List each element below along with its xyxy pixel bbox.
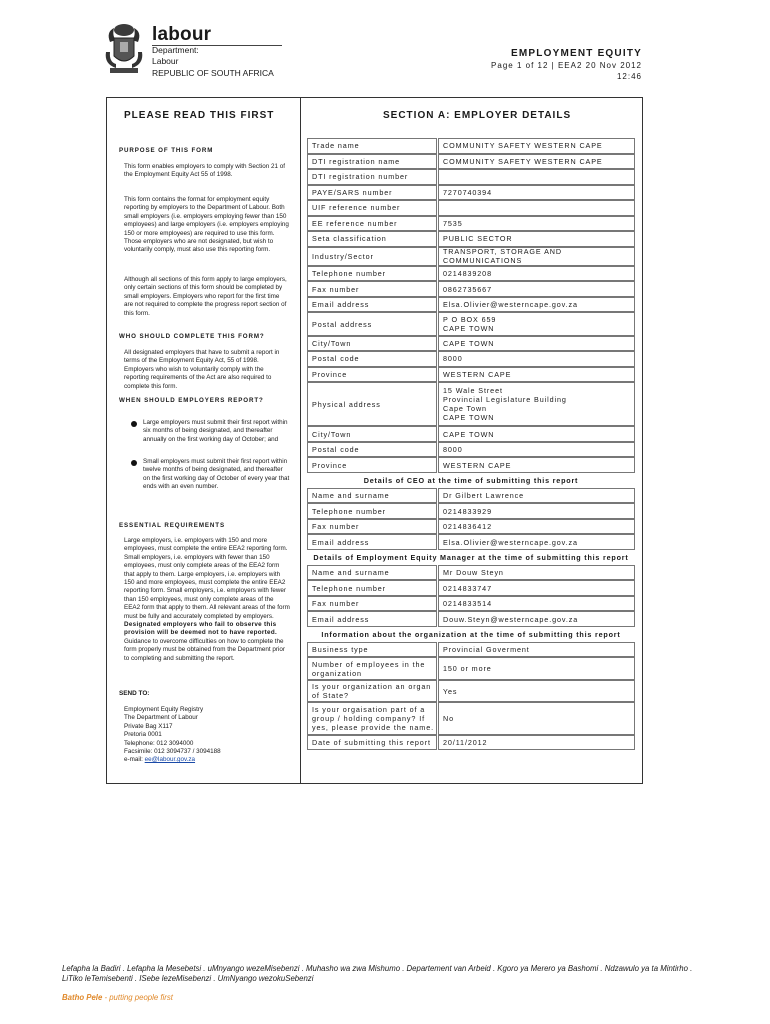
table-row xyxy=(307,281,635,297)
table-row xyxy=(307,247,635,266)
field-label: Postal address xyxy=(307,312,437,335)
field-label: UIF reference number xyxy=(307,200,437,216)
table-row xyxy=(307,657,635,679)
brand-name: labour xyxy=(152,24,212,45)
field-value: Elsa.Olivier@westerncape.gov.za xyxy=(438,297,635,313)
field-value: COMMUNITY SAFETY WESTERN CAPE xyxy=(438,154,635,170)
table-row xyxy=(307,382,635,426)
field-value: 15 Wale Street Provincial Legislature Building Cape Town CAPE TOWN xyxy=(438,382,635,426)
table-row xyxy=(307,457,635,473)
field-label: Name and surname xyxy=(307,488,437,504)
field-value: 0214833747 xyxy=(438,580,635,596)
ceo-section-heading: Details of CEO at the time of submitting this report xyxy=(363,475,579,485)
field-value: Elsa.Olivier@westerncape.gov.za xyxy=(438,534,635,550)
table-row xyxy=(307,442,635,458)
footer-languages: Lefapha la Badiri . Lefapha la Mesebetsi . uMnyango wezeMisebenzi . Muhasho wa zwa Mishumo . Departement van Arbeid . Kgoro ya Merero ya Bashomi . Ndzawulo ya ta Mintirho . LiTiko leTemisebenti . ISebe lezeMisebenzi . UmNyango wezokuSebenzi xyxy=(62,964,693,983)
when-bullet-2: Small employers must submit their first report within twelve months of being designated, and thereafter on the first working day of October of every year that ends with an even number. xyxy=(143,458,290,491)
field-value: WESTERN CAPE xyxy=(438,457,635,473)
table-row xyxy=(307,138,635,154)
who-paragraph: All designated employers that have to submit a report in terms of the Employment Equity Act, 55 of 1998. Employers who wish to voluntarily comply with the reporting requirements of the Act are also required to complete this form. xyxy=(124,349,280,390)
tagline-brand: Batho Pele xyxy=(62,993,103,1002)
field-value: 8000 xyxy=(438,351,635,367)
table-row xyxy=(307,426,635,442)
field-label: Industry/Sector xyxy=(307,247,437,266)
essential-paragraph xyxy=(124,537,290,663)
field-value: CAPE TOWN xyxy=(438,336,635,352)
table-row xyxy=(307,702,635,735)
field-label: Date of submitting this report xyxy=(307,735,437,751)
when-title: WHEN SHOULD EMPLOYERS REPORT? xyxy=(119,397,264,404)
field-value xyxy=(438,200,635,216)
table-row xyxy=(307,519,635,535)
email-label: e-mail: xyxy=(124,756,145,764)
address-line: Telephone: 012 3094000 xyxy=(124,739,194,747)
table-row xyxy=(307,534,635,550)
field-label: Fax number xyxy=(307,281,437,297)
essential-title: ESSENTIAL REQUIREMENTS xyxy=(119,522,225,529)
table-row xyxy=(307,488,635,504)
field-value: 0214836412 xyxy=(438,519,635,535)
field-label: Telephone number xyxy=(307,503,437,519)
field-label: Email address xyxy=(307,297,437,313)
essential-warning: Designated employers who fail to observe this provision will be deemed not to have reported. xyxy=(124,621,278,637)
field-value: COMMUNITY SAFETY WESTERN CAPE xyxy=(438,138,635,154)
address-line: Facsimile: 012 3094737 / 3094188 xyxy=(124,748,221,756)
field-label: Is your orgaisation part of a group / holding company? If yes, please provide the name. xyxy=(307,702,437,735)
table-row xyxy=(307,596,635,612)
table-row xyxy=(307,154,635,170)
table-row xyxy=(307,680,635,702)
bullet-icon xyxy=(131,460,137,466)
essential-text: Large employers, i.e. employers with 150 and more employees, must complete the entire EEA2 reporting form. Small employers, i.e. employers with fewer than 150 employees, must only complete areas of the EEA2 form that apply to them. Large employers, i.e. employers with 150 and more employees, must complete the entire EEA2 reporting form. Small employers, i.e. employers with fewer than 150 employees, must only complete areas of the EEA2 form that apply to them. All relevant areas of the form must be fully and accurately completed by employers. xyxy=(124,537,290,620)
field-value: 20/11/2012 xyxy=(438,735,635,751)
field-label: Province xyxy=(307,367,437,383)
field-label: Email address xyxy=(307,534,437,550)
field-value: Yes xyxy=(438,680,635,702)
address-line: Employment Equity Registry xyxy=(124,706,204,713)
table-row xyxy=(307,185,635,201)
address-line: Pretoria 0001 xyxy=(124,731,162,739)
field-value: Mr Douw Steyn xyxy=(438,565,635,581)
field-label: Email address xyxy=(307,611,437,627)
field-value: 0862735667 xyxy=(438,281,635,297)
field-label: Province xyxy=(307,457,437,473)
field-label: Fax number xyxy=(307,519,437,535)
field-label: EE reference number xyxy=(307,216,437,232)
send-to-address xyxy=(124,706,290,765)
field-value: P O BOX 659 CAPE TOWN xyxy=(438,312,635,335)
field-label: Postal code xyxy=(307,442,437,458)
coat-of-arms-icon xyxy=(102,22,146,76)
table-row xyxy=(307,200,635,216)
field-label: Telephone number xyxy=(307,266,437,282)
field-value xyxy=(438,169,635,185)
who-title: WHO SHOULD COMPLETE THIS FORM? xyxy=(119,333,265,340)
organization-section-heading: Information about the organization at the time of submitting this report xyxy=(321,629,621,639)
address-line: Private Bag X117 xyxy=(124,722,173,730)
page-info: Page 1 of 12 | EEA2 20 Nov 2012 xyxy=(491,61,642,70)
field-value: TRANSPORT, STORAGE AND COMMUNICATIONS xyxy=(438,247,635,266)
country-name: REPUBLIC OF SOUTH AFRICA xyxy=(152,68,274,78)
section-a-heading: SECTION A: EMPLOYER DETAILS xyxy=(383,110,572,121)
column-divider xyxy=(300,97,301,784)
department-label: Department: xyxy=(152,45,199,55)
field-value: WESTERN CAPE xyxy=(438,367,635,383)
table-row xyxy=(307,351,635,367)
table-row xyxy=(307,735,635,751)
table-row xyxy=(307,611,635,627)
address-email-line xyxy=(124,756,290,764)
field-value: CAPE TOWN xyxy=(438,426,635,442)
field-label: Is your organization an organ of State? xyxy=(307,680,437,702)
registry-email-link[interactable]: ee@labour.gov.za xyxy=(144,756,196,764)
field-value: No xyxy=(438,702,635,735)
field-label: Name and surname xyxy=(307,565,437,581)
field-value: 7270740394 xyxy=(438,185,635,201)
field-label: Postal code xyxy=(307,351,437,367)
table-row xyxy=(307,503,635,519)
department-name: Labour xyxy=(152,56,179,66)
essential-guidance: Guidance to overcome difficulties on how to complete the form properly must be obtained from the Department prior to completing and submitting the report. xyxy=(124,637,285,662)
field-value: PUBLIC SECTOR xyxy=(438,231,635,247)
table-row xyxy=(307,336,635,352)
print-time: 12:46 xyxy=(616,72,642,81)
table-row xyxy=(307,216,635,232)
field-value: 0214833929 xyxy=(438,503,635,519)
purpose-paragraph-1: This form enables employers to comply with Section 21 of the Employment Equity Act 55 of 1998. xyxy=(124,163,285,179)
send-to-title: SEND TO: xyxy=(119,690,150,697)
table-row xyxy=(307,297,635,313)
field-value: 150 or more xyxy=(438,657,635,679)
document-title: EMPLOYMENT EQUITY xyxy=(511,48,642,59)
table-row xyxy=(307,565,635,581)
field-label: City/Town xyxy=(307,336,437,352)
field-label: PAYE/SARS number xyxy=(307,185,437,201)
field-label: Number of employees in the organization xyxy=(307,657,437,679)
field-label: Seta classification xyxy=(307,231,437,247)
bullet-icon xyxy=(131,421,137,427)
purpose-paragraph-2: This form contains the format for employment equity reporting by employers to the Department of Labour. Both small employers (i.e. employers employing fewer than 150 employees) and large employers (i.e. employers employing 150 or more employees) are required to use this form. Those employers who are not designated, but wish to voluntarily comply, must also use this reporting form. xyxy=(124,196,289,254)
table-row xyxy=(307,231,635,247)
table-row xyxy=(307,642,635,658)
field-label: City/Town xyxy=(307,426,437,442)
field-label: Trade name xyxy=(307,138,437,154)
table-row xyxy=(307,580,635,596)
when-bullet-1: Large employers must submit their first report within six months of being designated, and thereafter annually on the first working day of October; and xyxy=(143,419,288,443)
document-meta xyxy=(442,60,642,82)
address-line: The Department of Labour xyxy=(124,714,198,722)
footer-tagline xyxy=(62,993,173,1002)
field-value: 8000 xyxy=(438,442,635,458)
tagline-text: - putting people first xyxy=(102,993,173,1002)
field-label: Physical address xyxy=(307,382,437,426)
ee-manager-section-heading: Details of Employment Equity Manager at the time of submitting this report xyxy=(313,552,629,562)
field-value: Dr Gilbert Lawrence xyxy=(438,488,635,504)
field-value: Douw.Steyn@westerncape.gov.za xyxy=(438,611,635,627)
table-row xyxy=(307,367,635,383)
field-label: Telephone number xyxy=(307,580,437,596)
field-label: DTI registration number xyxy=(307,169,437,185)
left-heading: PLEASE READ THIS FIRST xyxy=(124,110,275,121)
table-row xyxy=(307,169,635,185)
purpose-paragraph-3: Although all sections of this form apply to large employers, only certain sections of this form should be completed by small employers. Employers who report for the first time are not required to complete the progress report section of this form. xyxy=(124,276,287,317)
field-value: Provincial Goverment xyxy=(438,642,635,658)
field-value: 0214833514 xyxy=(438,596,635,612)
field-label: Business type xyxy=(307,642,437,658)
field-value: 0214839208 xyxy=(438,266,635,282)
purpose-title: PURPOSE OF THIS FORM xyxy=(119,147,214,154)
field-label: Fax number xyxy=(307,596,437,612)
field-value: 7535 xyxy=(438,216,635,232)
field-label: DTI registration name xyxy=(307,154,437,170)
table-row xyxy=(307,312,635,335)
table-row xyxy=(307,266,635,282)
